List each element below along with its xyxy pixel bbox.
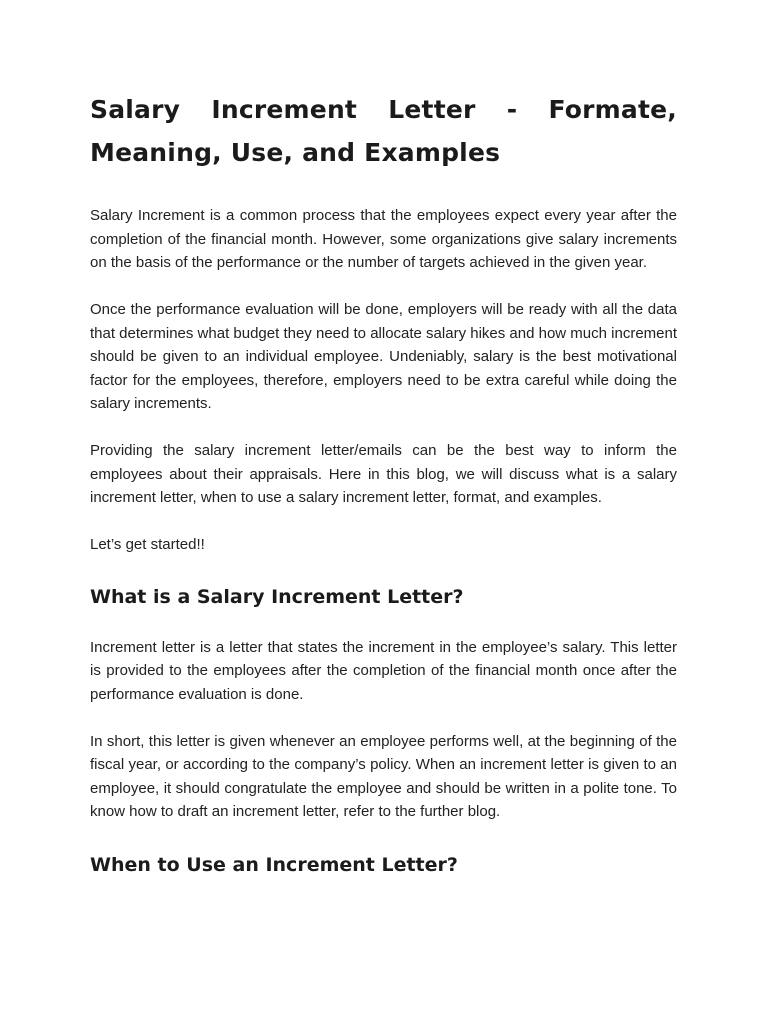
section-heading-when: When to Use an Increment Letter? [90, 853, 458, 876]
what-paragraph-2: In short, this letter is given whenever an employee performs well, at the beginning of the fiscal year, or according to the company’s policy. When an increment letter is given to an employee, it should congratulate the employee and should be written in a polite tone. To know how to draft an increment letter, refer to the further blog. [90, 732, 677, 820]
intro-paragraph-2: Once the performance evaluation will be done, employers will be ready with all the data that determines what budget they need to allocate salary hikes and how much increment should be given to an individual employee. Undeniably, salary is the best motivational factor for the employees, therefore, employers need to be extra careful while doing the salary increments. [90, 301, 678, 412]
document-page [90, 88, 677, 879]
page-title: Salary Increment Letter - Formate, Meaning, Use, and Examples [90, 95, 677, 167]
intro-paragraph-4: Let’s get started!! [90, 536, 205, 553]
intro-paragraph-3: Providing the salary increment letter/emails can be the best way to inform the employees about their appraisals. Here in this blog, we will discuss what is a salary increment letter, when to use a salary increment letter, format, and examples. [90, 442, 677, 506]
intro-paragraph-1: Salary Increment is a common process that the employees expect every year after the completion of the financial month. However, some organizations give salary increments on the basis of the performance or the number of targets achieved in the given year. [90, 207, 677, 271]
section-heading-what: What is a Salary Increment Letter? [90, 585, 464, 608]
what-paragraph-1: Increment letter is a letter that states the increment in the employee’s salary. This letter is provided to the employees after the completion of the financial month once after the performance evaluation is done. [90, 638, 677, 703]
